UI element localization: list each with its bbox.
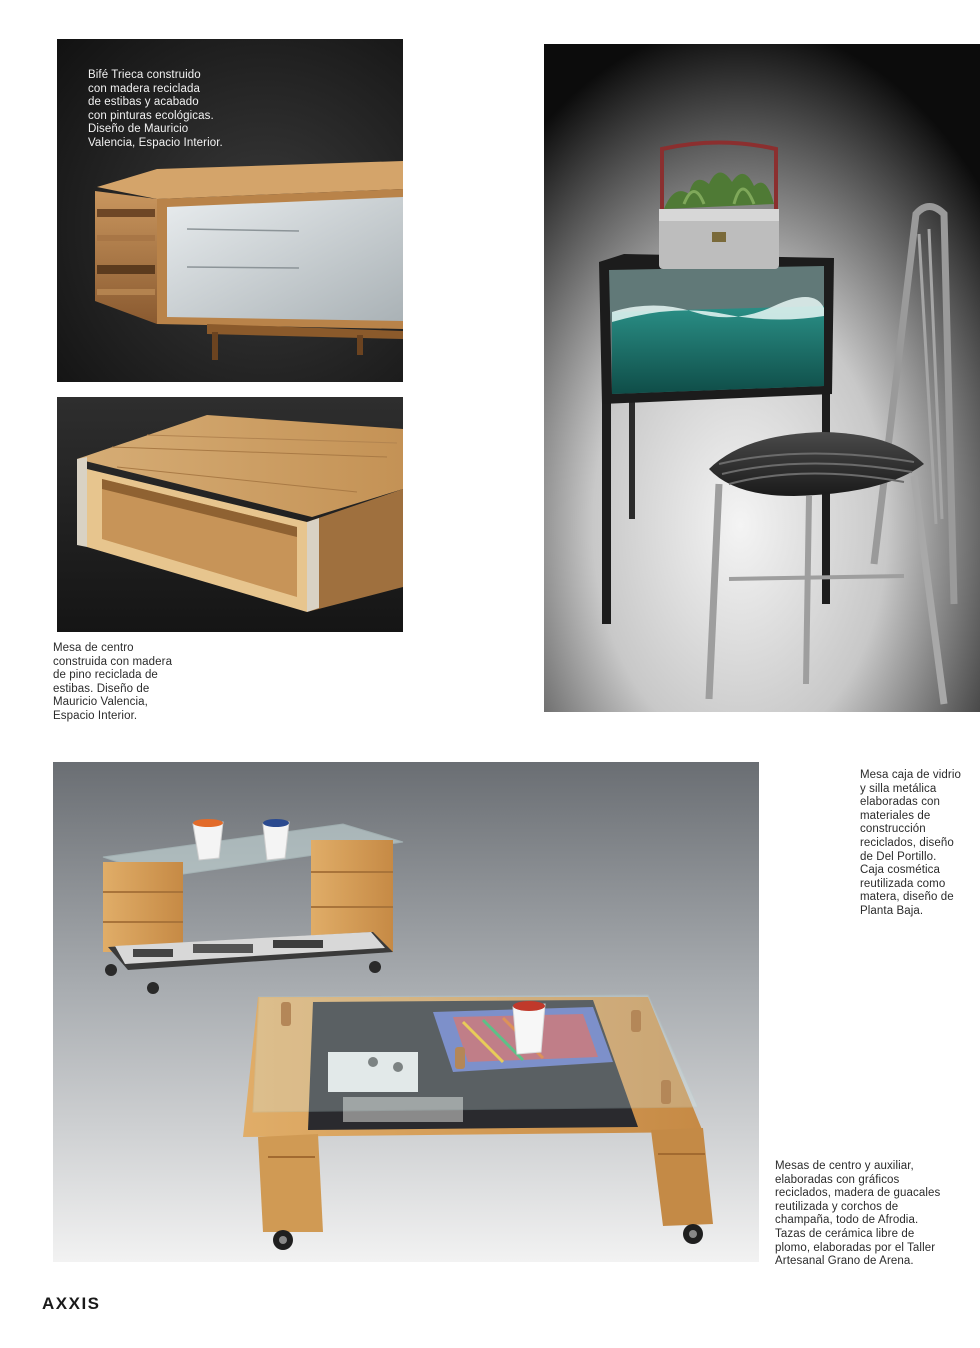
glass-box-table-chair-photo (544, 44, 980, 712)
magazine-logo: AXXIS (42, 1294, 101, 1313)
graphic-coffee-tables-photo (53, 762, 759, 1262)
graphic-coffee-tables-caption: Mesas de centro y auxiliar, elaboradas con gráficos reciclados, madera de guacales reutilizada y corchos de champaña, todo de Afrodia. Tazas de cerámica libre de plomo, elaboradas por el Taller Artesanal Grano de Arena. (775, 1160, 941, 1268)
pine-coffee-table-photo (57, 397, 403, 632)
glass-box-table-caption: Mesa caja de vidrio y silla metálica elaboradas con materiales de construcción reciclados, diseño de Del Portillo. Caja cosmética reutilizada como matera, diseño de Planta Baja. (860, 769, 961, 917)
pine-coffee-table-caption: Mesa de centro construida con madera de pino reciclada de estibas. Diseño de Mauricio Valencia, Espacio Interior. (53, 642, 173, 722)
sideboard-caption: Bifé Trieca construido con madera reciclada de estibas y acabado con pinturas ecológicas. Diseño de Mauricio Valencia, Espacio Interior. (88, 69, 223, 149)
